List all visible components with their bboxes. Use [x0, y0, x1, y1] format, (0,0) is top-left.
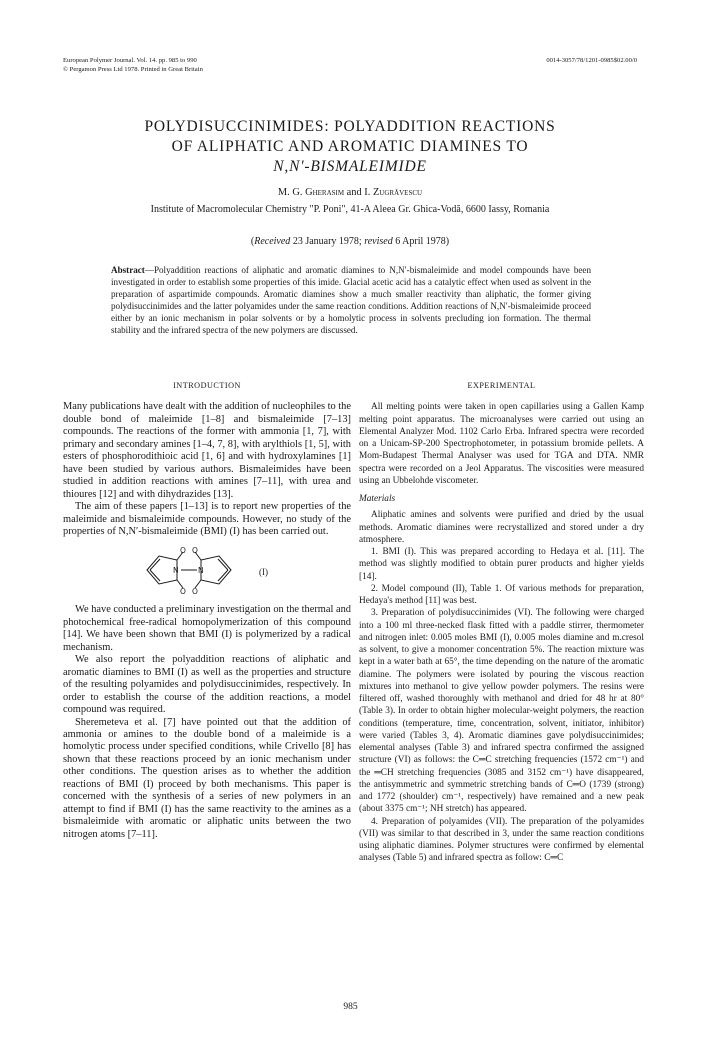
- left-column: [63, 380, 351, 841]
- title-line-3: N,N′-BISMALEIMIDE: [273, 158, 427, 175]
- materials-paragraph: Aliphatic amines and solvents were purified and dried by the usual methods. Aromatic diamines were recrystallized and stored under a dry atmosphere.: [359, 510, 644, 545]
- author-1-surname: Gherasim: [305, 187, 345, 198]
- model-compound: 2. Model compound (II), Table 1. Of various methods for preparation, Hedaya's method [11] was best.: [359, 583, 644, 606]
- intro-paragraph-3: We have conducted a preliminary investigation on the thermal and photochemical free-radical homopolymerization of this compound [14]. We have been shown that BMI (I) is polymerized by a radical mechanism.: [63, 604, 351, 653]
- journal-citation: European Polymer Journal. Vol. 14. pp. 985 to 990: [63, 57, 197, 64]
- page-number: 985: [343, 1002, 358, 1012]
- revised-label: revised: [364, 236, 393, 247]
- received-date: 23 January 1978;: [290, 236, 365, 247]
- experimental-paragraph-1: All melting points were taken in open capillaries using a Gallen Kamp melting point apparatus. The microanalyses were carried out using an Elemental Analyzer Mod. 1102 Carlo Erba. Infrared spectra were recorded on a Unicam-SP-200 Spectrophotometer, in potassium bromide pellets. A Mom-Budapest Thermal Analyser was used for TGA and DTA. NMR spectra were recorded on a Jeol Apparatus. The viscosities were measured using an Ubbelohde viscometer.: [359, 402, 644, 486]
- title-line-2: OF ALIPHATIC AND AROMATIC DIAMINES TO: [171, 138, 529, 155]
- structure-label: (I): [259, 567, 268, 578]
- intro-paragraph-2: The aim of these papers [1–13] is to report new properties of the maleimide and bismaleimide compounds. However, no study of the properties of N,N′-bismaleimide (BMI) (I) has been carried out.: [63, 501, 351, 537]
- revised-date: 6 April 1978: [392, 236, 446, 247]
- atom-o-bottom-right: O: [192, 587, 198, 597]
- polyamides-preparation: 4. Preparation of polyamides (VII). The preparation of the polyamides (VII) was similar to that described in 3, under the same reaction conditions using aliphatic diamines. Polymer structures were confirmed by elemental analyses (Table 5) and infrared spectra as follow: C═C: [359, 816, 644, 864]
- bmi-structure: [63, 544, 351, 596]
- bmi-structure-drawing: [139, 544, 239, 596]
- paper-title: [60, 117, 640, 177]
- authors-and: and: [344, 187, 365, 198]
- received-dates: [60, 236, 640, 247]
- received-label: Received: [254, 236, 291, 247]
- intro-paragraph-1: Many publications have dealt with the addition of nucleophiles to the double bond of maleimide [1–8] and bismaleimide [7–13] compounds. The reactions of the former with ammonia [1, 7], with primary and secondary amines [1–4, 7, 8], with arylthiols [1, 5], with esters of phosphorodithioic acid [1, 6] and with hydroxylamines [1] have been studied by various authors. Bismaleimides have been studied in addition reactions with amines [7–11], with urea and thioures [12] and with dihydrazides [13].: [63, 401, 351, 500]
- intro-paragraph-5: Sheremeteva et al. [7] have pointed out that the addition of ammonia or amines to the double bond of a maleimide is a homolytic process under specified conditions, while Crivello [8] has shown that these reactions proceed by an ionic mechanism under other conditions. The question arises as to whether the addition reactions of BMI (I) proceed by both mechanisms. This paper is concerned with the synthesis of a series of new polymers in an attempt to find if BMI (I) has the same reactivity to the amines as a bismaleimide with aromatic or aliphatic units between the two nitrogen atoms [7–11].: [63, 716, 351, 840]
- atom-o-top-left: O: [180, 546, 186, 556]
- experimental-heading: EXPERIMENTAL: [467, 381, 536, 390]
- title-line-1: POLYDISUCCINIMIDES: POLYADDITION REACTIONS: [144, 118, 556, 135]
- affiliation: Institute of Macromolecular Chemistry "P. Poni", 41-A Aleea Gr. Ghica-Vodă, 6600 Iassy, Romania: [150, 204, 550, 215]
- atom-n-right: N: [198, 566, 204, 576]
- right-column: [359, 380, 644, 865]
- journal-header: [63, 56, 203, 74]
- intro-paragraph-4: We also report the polyaddition reactions of aliphatic and aromatic diamines to BMI (I) as well as the properties and structure of the resulting polyamides and polydisuccinimides, respectively. In order to establish the course of the addition reactions, a model compound was required.: [63, 654, 351, 716]
- materials-subheading: Materials: [359, 494, 396, 504]
- atom-o-bottom-left: O: [180, 587, 186, 597]
- author-1-initials: M. G.: [277, 187, 306, 198]
- received-close: ): [445, 236, 450, 247]
- introduction-heading: INTRODUCTION: [173, 381, 241, 390]
- received-open: (: [250, 236, 255, 247]
- bmi-preparation: 1. BMI (I). This was prepared according to Hedaya et al. [11]. The method was slightly modified to obtain purer products and higher yields [14].: [359, 547, 644, 582]
- atom-n-left: N: [173, 566, 179, 576]
- abstract-text: —Polyaddition reactions of aliphatic and aromatic diamines to N,N′-bismaleimide and model compounds have been investigated in order to establish some properties of this imide. Glacial acetic acid has a catalytic effect when used as solvent in the preparation of aspartimide compounds. Aromatic diamines show a much smaller reactivity than aliphatic, the former giving polydisuccinimides and the latter polyamides under the same reaction conditions. Addition reactions of N,N′-bismaleimide proceed either by an ionic mechanism in polar solvents or by a homolytic process in solvents precluding ion formation. The thermal stability and the infrared spectra of the new polymers are discussed.: [111, 265, 591, 335]
- authors: [60, 187, 640, 198]
- copyright-line: © Pergamon Press Ltd 1978. Printed in Great Britain: [63, 66, 203, 73]
- abstract: [111, 265, 591, 336]
- polydisuccinimides-preparation: 3. Preparation of polydisuccinimides (VI). The following were charged into a 100 ml three-necked flask fitted with a paddle stirrer, thermometer and nitrogen inlet: 0.005 moles BMI (I), 0.005 moles diamine and m.cresol as solvent, to give a monomer concentration 5%. The reaction mixture was kept in a water bath at 65°, the time depending on the nature of the aromatic diamine. The polymers were isolated by pouring the viscous reaction mixtures into methanol to give yellow powder polymers. The resins were filtered off, washed thoroughly with methanol and dried for 48 hr at 80° (Table 3). In order to obtain higher molecular-weight polymers, the reaction conditions (temperature, time, concentration, solvent, initiator, inhibitor) were varied (Tables 3, 4). Aromatic diamines gave polydisuccinimides; elemental analyses (Table 3) and infrared spectra confirmed the assigned structure (VI) as follows: the C═C stretching frequencies (1572 cm⁻¹) and the ═CH stretching frequencies (3085 and 3152 cm⁻¹) have disappeared, the antisymmetric and symmetric stretching bands of C═O (1739 (strong) and 1772 (shoulder) cm⁻¹, respectively) have remained and a new peak (about 3375 cm⁻¹; NH stretch) has appeared.: [359, 608, 644, 815]
- author-2-surname: Zugrăvescu: [372, 187, 423, 198]
- article-code: 0014-3057/78/1201-0985$02.00/0: [546, 57, 637, 64]
- atom-o-top-right: O: [192, 546, 198, 556]
- author-2-initials: I.: [364, 187, 373, 198]
- abstract-label: Abstract: [111, 265, 145, 275]
